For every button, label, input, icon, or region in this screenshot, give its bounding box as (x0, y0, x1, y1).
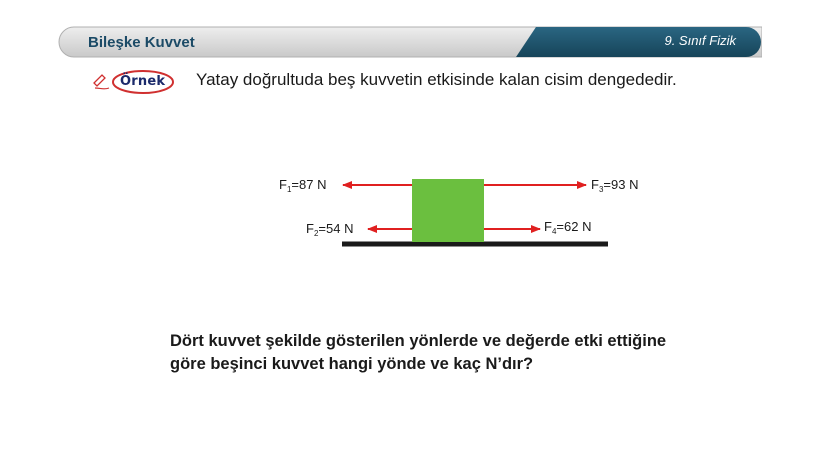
force-label-f1: $F_1=87$ N (279, 177, 327, 194)
force-label-f2: $F_2=54$ N (306, 221, 354, 238)
force-label-f4: $F_4=62$ N (544, 219, 592, 236)
example-label: Örnek (120, 74, 166, 89)
block (412, 179, 484, 242)
example-statement: Yatay doğrultuda beş kuvvetin etkisinde kalan cisim dengededir. (196, 70, 677, 89)
force-label-f3: $F_3=93$ N (591, 177, 639, 194)
question-line-1: Dört kuvvet şekilde gösterilen yönlerde ve değerde etki ettiğine (170, 332, 667, 350)
section-title: Bileşke Kuvvet (88, 34, 195, 51)
course-label: 9. Sınıf Fizik (664, 33, 736, 48)
question-line-2: göre beşinci kuvvet hangi yönde ve kaç N’dır? (170, 355, 534, 373)
question-text (170, 330, 780, 376)
